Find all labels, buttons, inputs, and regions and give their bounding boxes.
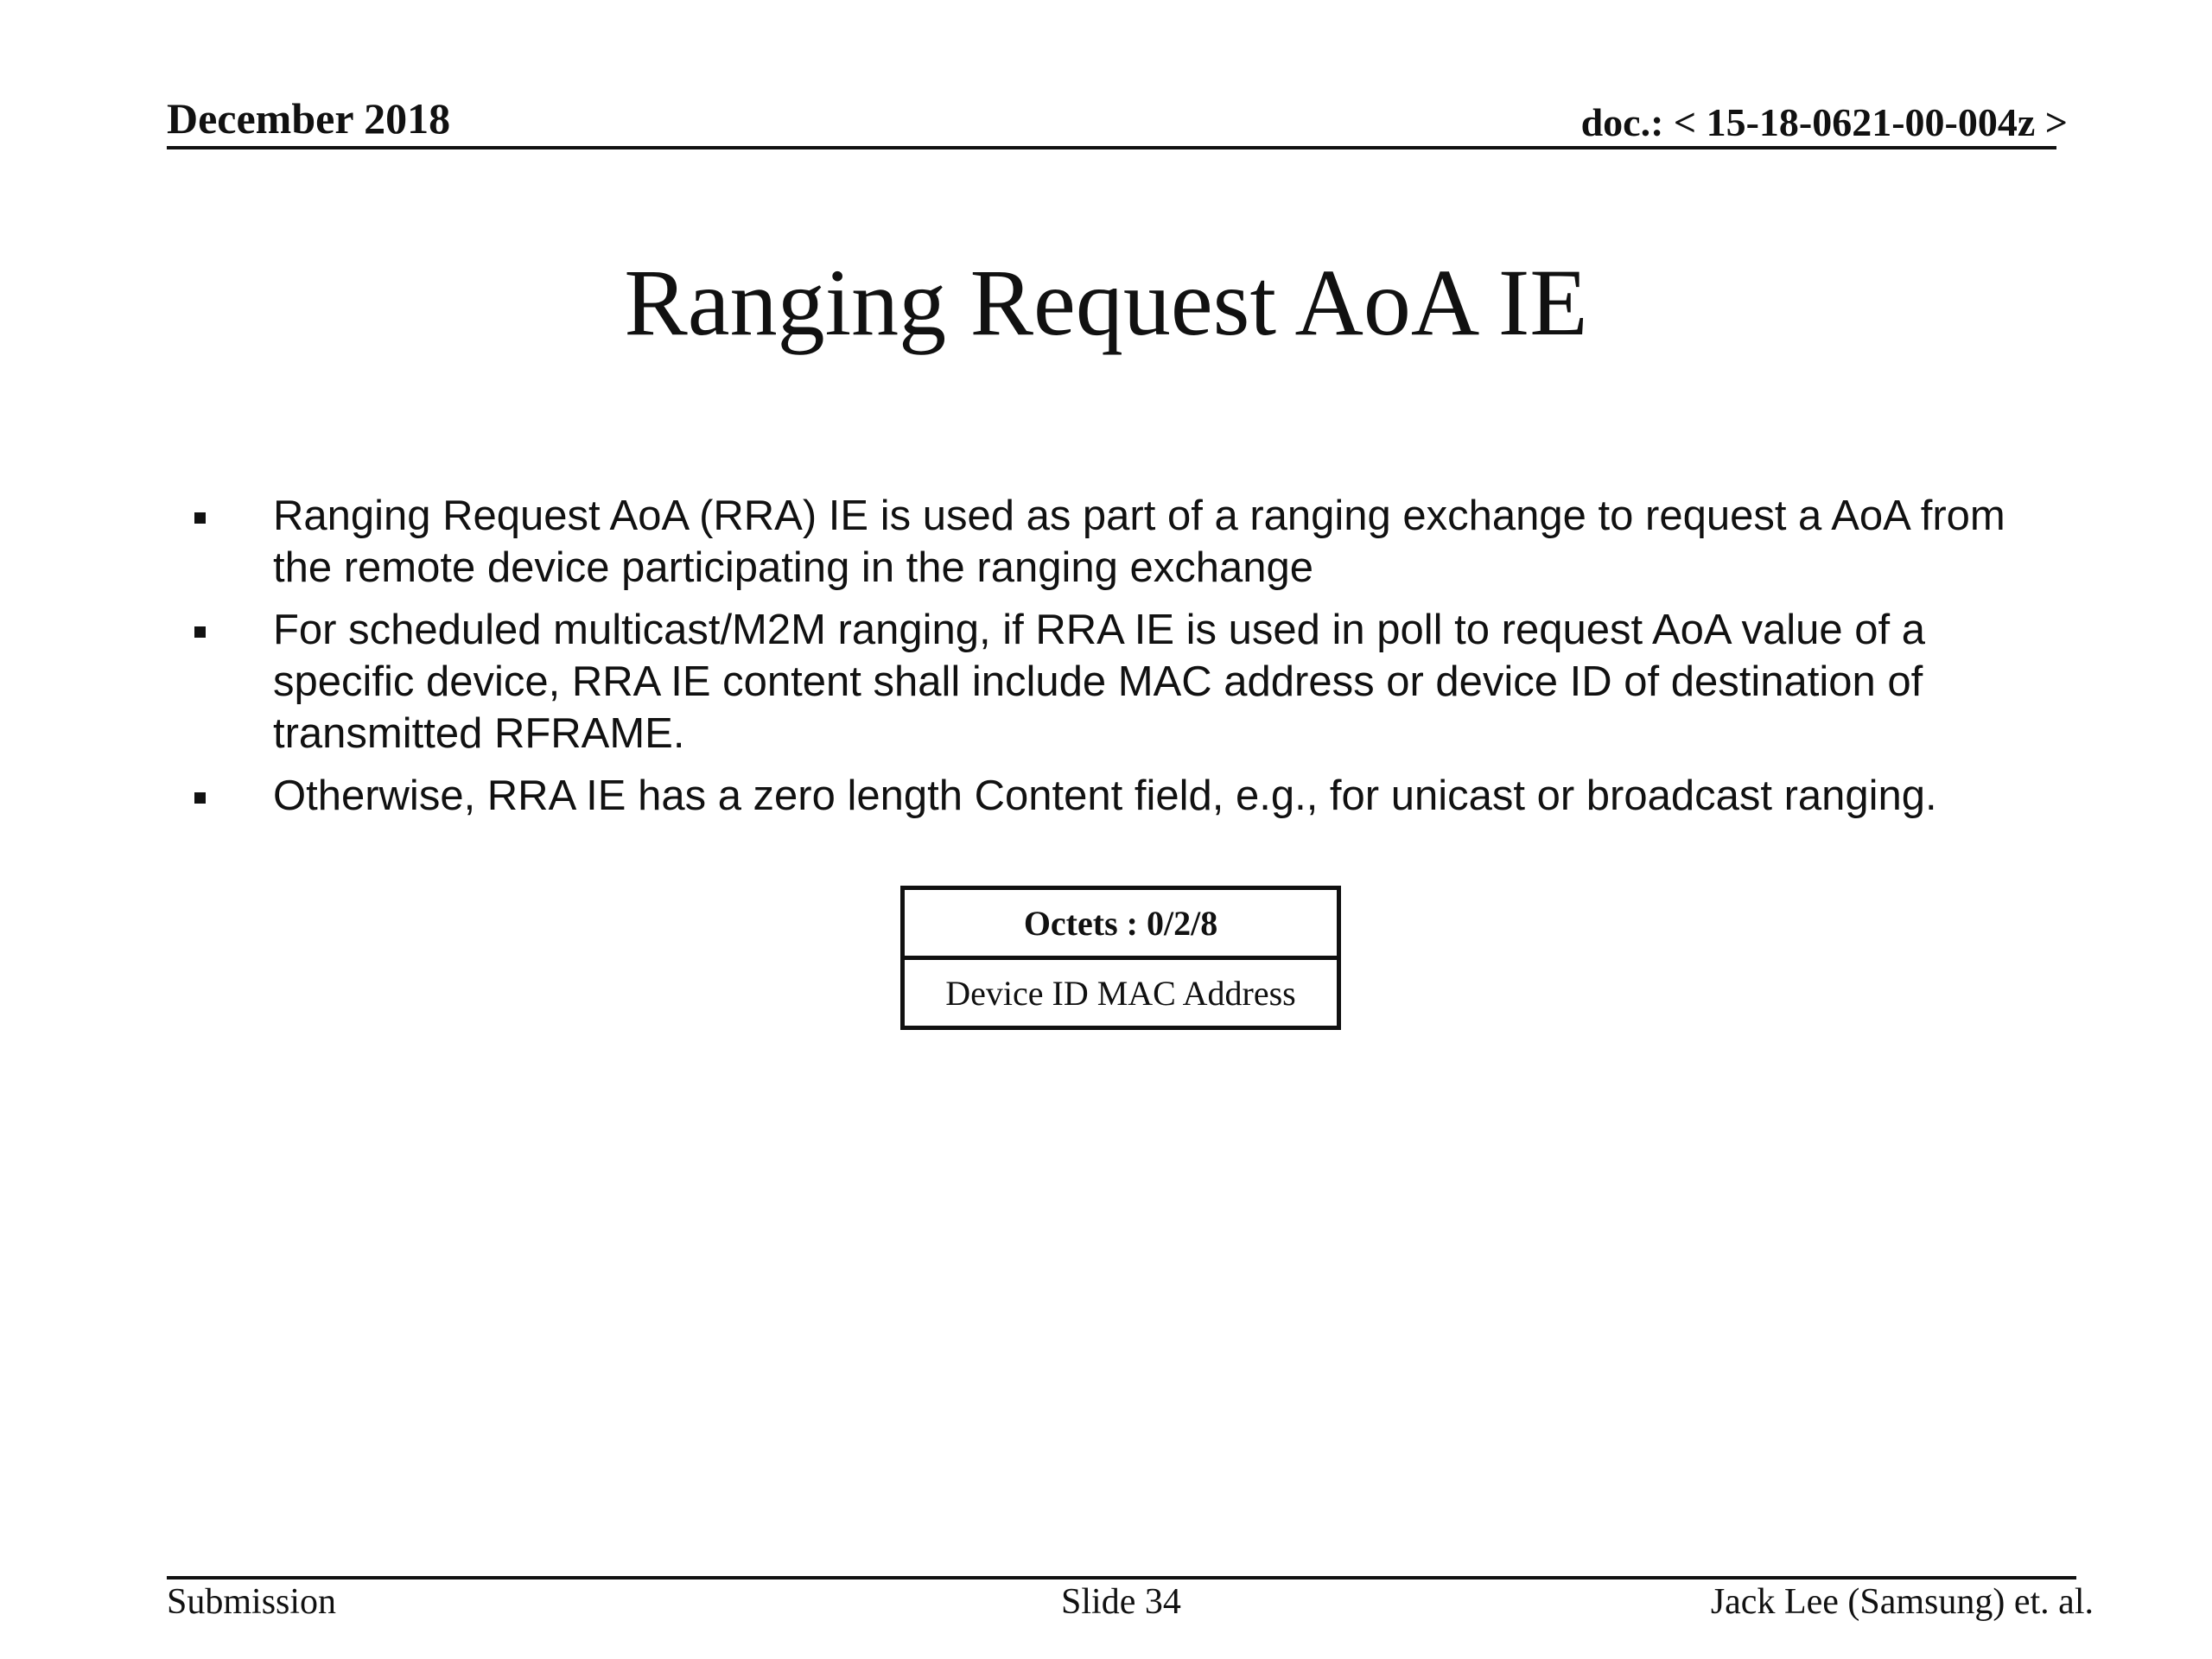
bullet-text: Ranging Request AoA (RRA) IE is used as part of a ranging exchange to request a AoA from the remote device participating in the ranging exchange [273, 493, 2005, 591]
header-divider [167, 146, 2056, 149]
bullet-text: Otherwise, RRA IE has a zero length Content field, e.g., for unicast or broadcast ranging. [273, 772, 1937, 819]
square-bullet-icon [194, 792, 206, 804]
table-row [903, 958, 1339, 1028]
footer-submission: Submission [167, 1582, 337, 1622]
footer-divider [167, 1576, 2076, 1580]
bullet-item [192, 604, 2067, 760]
field-name-cell: Device ID MAC Address [903, 958, 1339, 1028]
header-date: December 2018 [167, 94, 451, 143]
bullet-text: For scheduled multicast/M2M ranging, if RRA IE is used in poll to request AoA value of a specific device, RRA IE content shall include MAC address or device ID of destination of transmitted RFRAME. [273, 607, 1925, 757]
square-bullet-icon [194, 626, 206, 638]
bullet-list [192, 490, 2067, 832]
footer-slide-number: Slide 34 [1061, 1582, 1181, 1622]
slide-title: Ranging Request AoA IE [624, 250, 1588, 355]
footer-author: Jack Lee (Samsung) et. al. [1710, 1582, 2094, 1622]
ie-format-table [900, 886, 1341, 1030]
header-doc-id: doc.: < 15-18-0621-00-004z > [1580, 100, 2068, 144]
bullet-item [192, 490, 2067, 594]
bullet-item [192, 770, 2067, 822]
table-header-row [903, 888, 1339, 958]
square-bullet-icon [194, 512, 206, 524]
octets-header-cell: Octets : 0/2/8 [903, 888, 1339, 958]
